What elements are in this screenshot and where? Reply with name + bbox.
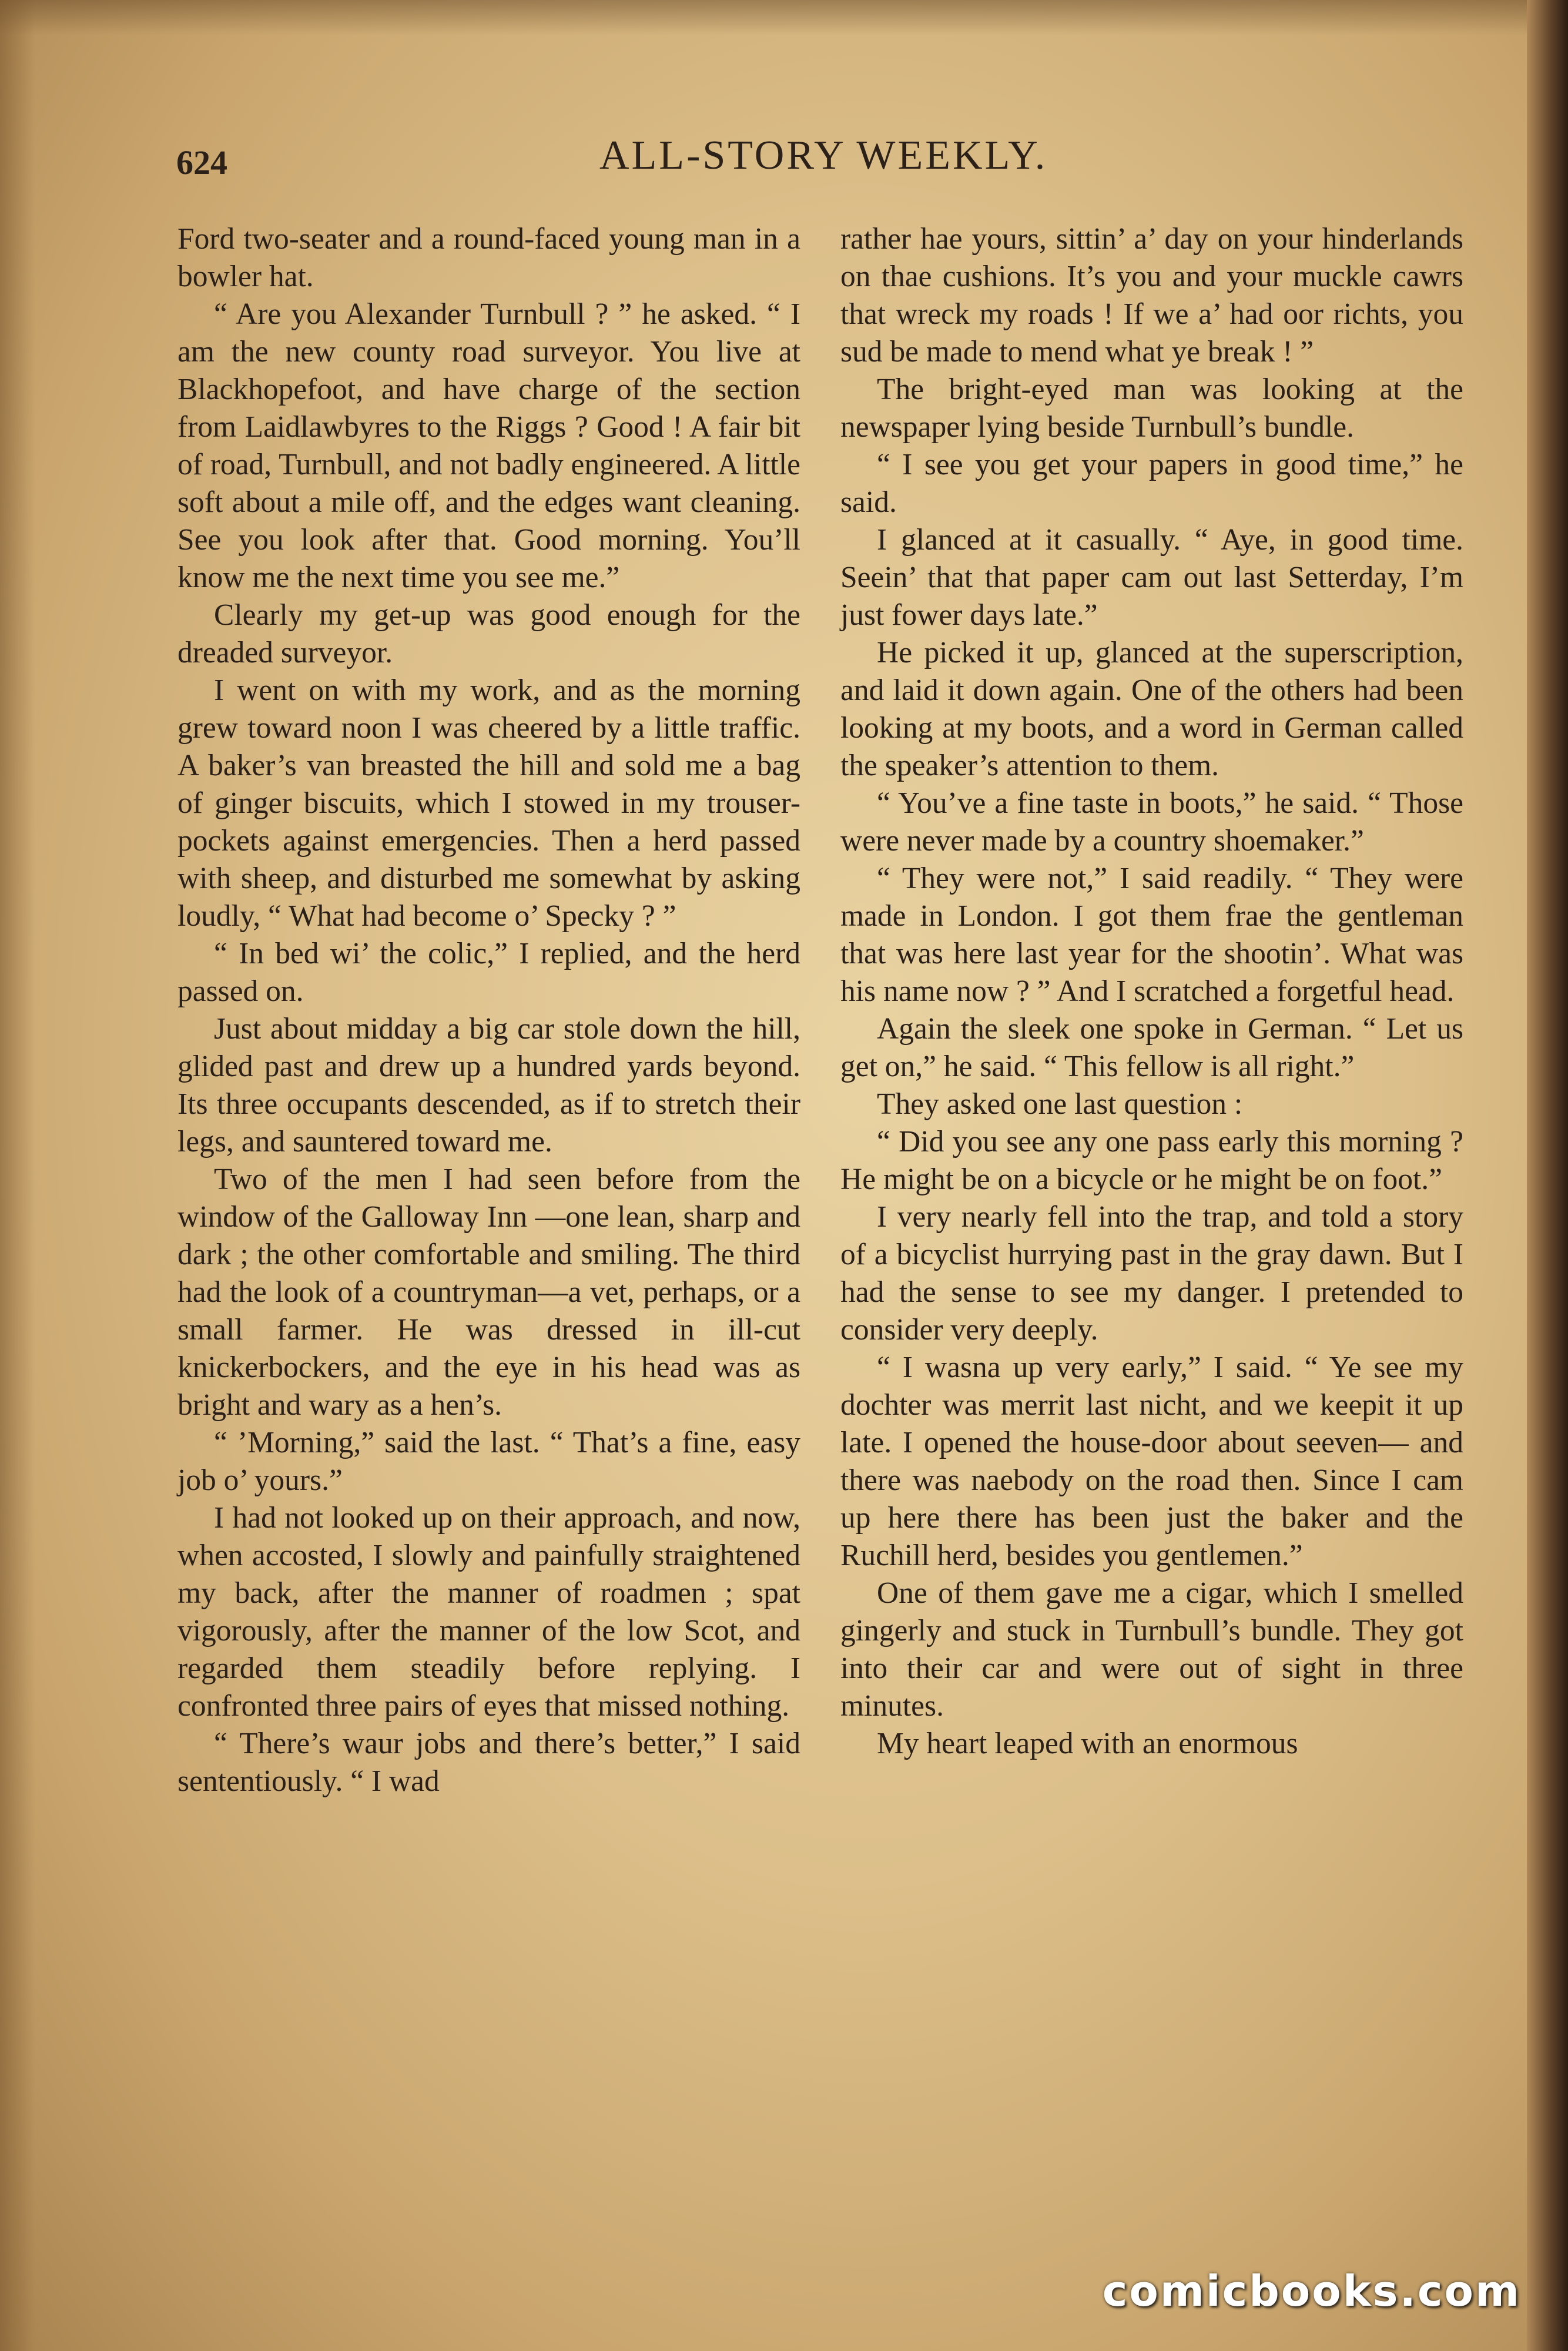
left-column <box>177 220 800 1800</box>
paragraph: “ In bed wi’ the colic,” I replied, and the herd passed on. <box>177 937 800 1008</box>
paragraph: I glanced at it casually. “ Aye, in good time. Seein’ that that paper cam out last Setterday, I’m just fower days late.” <box>840 523 1463 632</box>
paragraph: rather hae yours, sittin’ a’ day on your hinderlands on thae cushions. It’s you and your muckle cawrs that wreck my roads ! If we a’ had oor richts, you sud be made to mend what ye break ! ” <box>840 222 1463 369</box>
running-head <box>176 132 1452 197</box>
page-left-edge <box>0 0 35 2351</box>
paragraph: “ They were not,” I said readily. “ They were made in London. I got them frae the gentleman that was here last year for the shootin’. What was his name now ? ” And I scratched a forgetful head. <box>840 862 1463 1008</box>
paragraph: One of them gave me a cigar, which I smelled gingerly and stuck in Turnbull’s bundle. They got into their car and were out of sight in three minutes. <box>840 1576 1463 1723</box>
paragraph: My heart leaped with an enormous <box>877 1727 1298 1760</box>
paragraph: I had not looked up on their approach, and now, when accosted, I slowly and painfully straightened my back, after the manner of roadmen ; spat vigorously, after the manner of the low Scot, and regarded them steadily before replying. I confronted three pairs of eyes that missed nothing. <box>177 1501 800 1723</box>
paragraph: “ There’s waur jobs and there’s better,” I said sententiously. “ I wad <box>177 1727 800 1798</box>
paragraph: Two of the men I had seen before from the window of the Galloway Inn —one lean, sharp and dark ; the other comfortable and smiling. The third had the look of a countryman—a vet, perhaps, or a small farmer. He was dressed in ill-cut knickerbockers, and the eye in his head was as bright and wary as a hen’s. <box>177 1163 800 1422</box>
paragraph: They asked one last question : <box>877 1087 1243 1121</box>
page-number: 624 <box>176 143 227 182</box>
paragraph: “ Are you Alexander Turnbull ? ” he asked. “ I am the new county road surveyor. You live at Blackhopefoot, and have charge of the section from Laidlawbyres to the Riggs ? Good ! A fair bit of road, Turnbull, and not badly engineered. A little soft about a mile off, and the edges want cleaning. See you look after that. Good morning. You’ll know me the next time you see me.” <box>177 297 800 594</box>
right-column <box>840 220 1463 1763</box>
binding-edge <box>1527 0 1568 2351</box>
paragraph: “ ’Morning,” said the last. “ That’s a fine, easy job o’ yours.” <box>177 1426 800 1497</box>
paragraph: Clearly my get-up was good enough for the dreaded surveyor. <box>177 598 800 669</box>
paragraph: Ford two-seater and a round-faced young man in a bowler hat. <box>177 222 800 293</box>
magazine-title: ALL-STORY WEEKLY. <box>599 133 1048 178</box>
watermark: comicbooks.com <box>1102 2266 1521 2316</box>
paragraph: The bright-eyed man was looking at the newspaper lying beside Turnbull’s bundle. <box>840 373 1463 444</box>
paragraph: Again the sleek one spoke in German. “ Let us get on,” he said. “ This fellow is all right.” <box>840 1012 1463 1083</box>
paragraph: “ You’ve a fine taste in boots,” he said. “ Those were never made by a country shoemaker.” <box>840 786 1463 858</box>
paragraph: “ I wasna up very early,” I said. “ Ye see my dochter was merrit last nicht, and we keepit it up late. I opened the house-door about seeven— and there was naebody on the road then. Since I cam up here there has been just the baker and the Ruchill herd, besides you gentlemen.” <box>840 1351 1463 1572</box>
paragraph: I went on with my work, and as the morning grew toward noon I was cheered by a little traffic. A baker’s van breasted the hill and sold me a bag of ginger biscuits, which I stowed in my trouser-pockets against emergencies. Then a herd passed with sheep, and disturbed me somewhat by asking loudly, “ What had become o’ Specky ? ” <box>177 674 800 933</box>
paragraph: He picked it up, glanced at the superscription, and laid it down again. One of the others had been looking at my boots, and a word in German called the speaker’s attention to them. <box>840 636 1463 782</box>
page-top-shadow <box>0 0 1568 35</box>
paragraph: “ I see you get your papers in good time,” he said. <box>840 448 1463 519</box>
paragraph: “ Did you see any one pass early this morning ? He might be on a bicycle or he might be on foot.” <box>840 1125 1463 1196</box>
paragraph: Just about midday a big car stole down the hill, glided past and drew up a hundred yards beyond. Its three occupants descended, as if to stretch their legs, and sauntered toward me. <box>177 1012 800 1158</box>
paragraph: I very nearly fell into the trap, and told a story of a bicyclist hurrying past in the gray dawn. But I had the sense to see my danger. I pretended to consider very deeply. <box>840 1200 1463 1347</box>
